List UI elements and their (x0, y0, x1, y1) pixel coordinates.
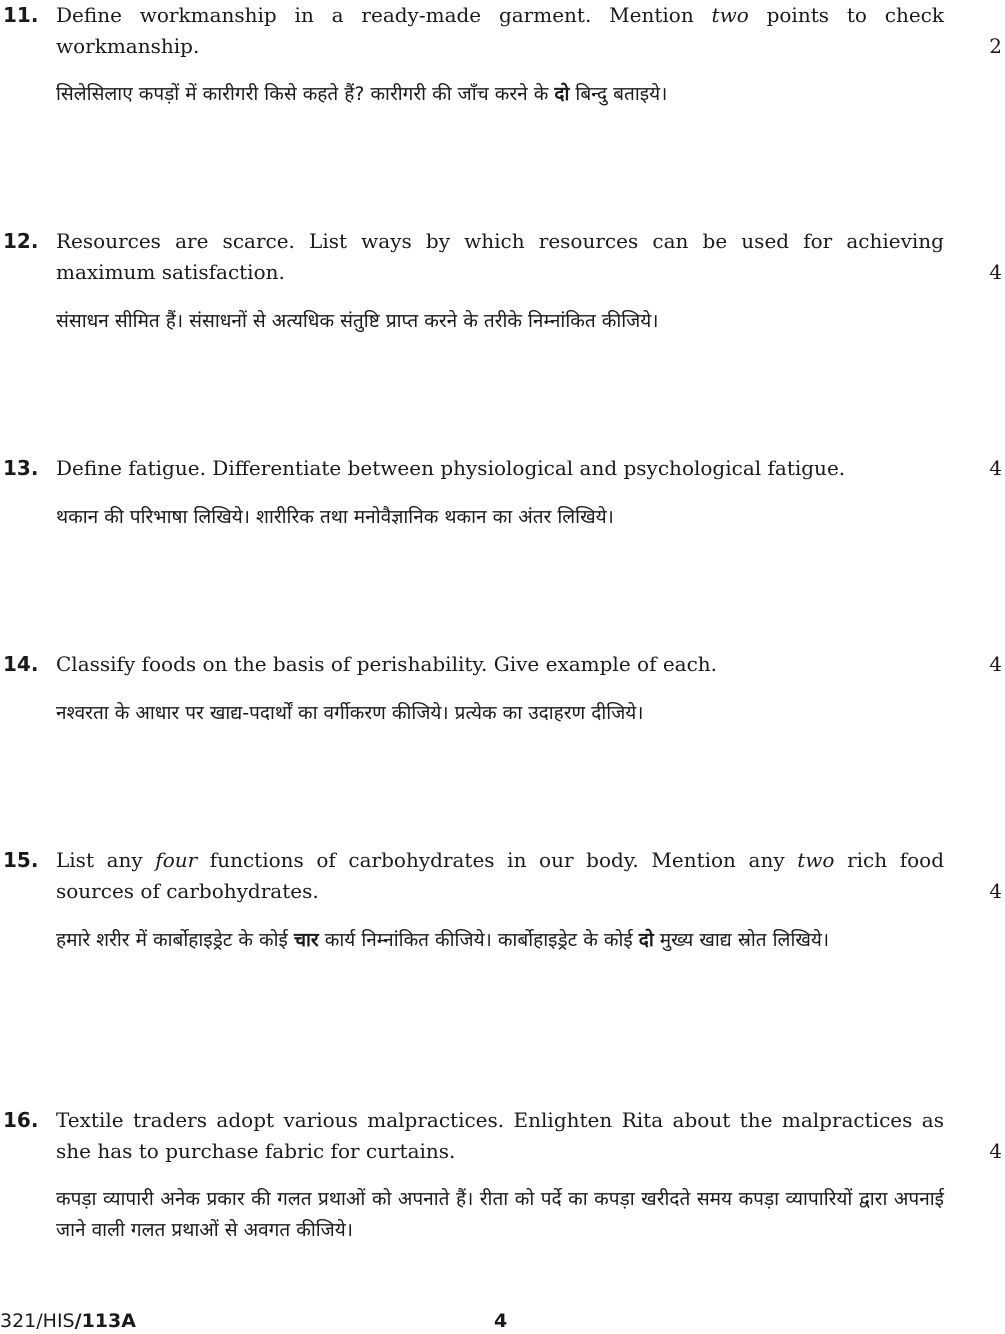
question-number: 15. (3, 848, 39, 872)
question-number: 13. (3, 456, 39, 480)
question-number: 14. (3, 652, 39, 676)
question-marks: 4 (989, 456, 1002, 480)
paper-code: 321/HIS/113A (0, 1310, 136, 1332)
question-text-hindi: नश्वरता के आधार पर खाद्य-पदार्थों का वर्गीकरण कीजिये। प्रत्येक का उदाहरण दीजिये। (56, 702, 644, 724)
question-number: 16. (3, 1108, 39, 1132)
page-number: 4 (494, 1310, 508, 1332)
question-marks: 4 (989, 1139, 1002, 1163)
question-marks: 2 (989, 34, 1002, 58)
question-text-hindi: हमारे शरीर में कार्बोहाइड्रेट के कोई चार कार्य निम्नांकित कीजिये। कार्बोहाइड्रेट के कोई दो मुख्य खाद्य स्रोत लिखिये। (56, 929, 830, 951)
question-text-english: List any four functions of carbohydrates in our body. Mention any two rich food sources of carbohydrates. (56, 848, 945, 903)
question-text-hindi: सिलेसिलाए कपड़ों में कारीगरी किसे कहते हैं? कारीगरी की जाँच करने के दो बिन्दु बताइये। (56, 83, 668, 105)
question-marks: 4 (989, 879, 1002, 903)
question-text-hindi: संसाधन सीमित हैं। संसाधनों से अत्यधिक संतुष्टि प्राप्त करने के तरीके निम्नांकित कीजिये। (56, 310, 659, 332)
question-marks: 4 (989, 652, 1002, 676)
question-text-english: Classify foods on the basis of perishability. Give example of each. (56, 652, 718, 676)
question-text-hindi: कपड़ा व्यापारी अनेक प्रकार की गलत प्रथाओं को अपनाते हैं। रीता को पर्दे का कपड़ा खरीदते समय कपड़ा व्यापारियों द्वारा अपनाई जाने वाली गलत प्रथाओं से अवगत कीजिये। (56, 1188, 944, 1241)
question-marks: 4 (989, 260, 1002, 284)
question-number: 12. (3, 229, 39, 253)
question-text-english: Define workmanship in a ready-made garment. Mention two points to check workmanship. (56, 3, 944, 58)
question-text-english: Resources are scarce. List ways by which resources can be used for achieving maximum satisfaction. (56, 229, 944, 284)
question-text-english: Textile traders adopt various malpractices. Enlighten Rita about the malpractices as she has to purchase fabric for curtains. (56, 1108, 944, 1163)
question-text-hindi: थकान की परिभाषा लिखिये। शारीरिक तथा मनोवैज्ञानिक थकान का अंतर लिखिये। (56, 506, 614, 528)
question-number: 11. (3, 3, 39, 27)
question-text-english: Define fatigue. Differentiate between physiological and psychological fatigue. (56, 456, 846, 480)
